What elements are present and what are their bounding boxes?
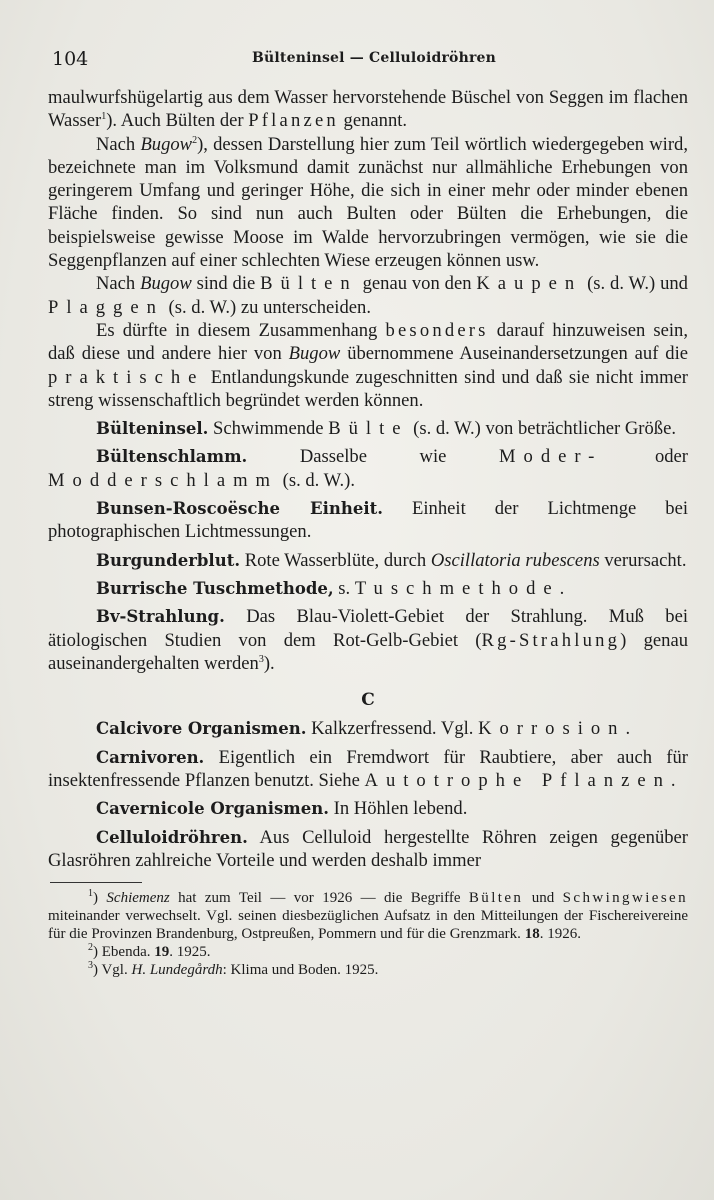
text: ). [263,652,275,674]
text: sind die [191,273,261,295]
footnote-mark: 3 [88,960,93,972]
text: miteinander verwechselt. Vgl. seinen diesbezüglichen Aufsatz in den Mitteilungen der Fischereivereine für die Provinzen Brandenburg, Ostpreußen, Pommern und für die Grenzmark. [48,908,688,943]
text: darauf hinzuweisen sein, daß diese und andere hier von [48,319,688,365]
spaced-term-plaggen: Plaggen [48,296,164,318]
spaced-term-tuschmethode[interactable]: Tuschmethode [354,577,560,599]
entry-celluloidroehren [48,826,688,873]
text: ). Auch Bülten der [106,110,249,132]
spaced-term-bulte: Bülte [328,418,409,440]
text: . 1925. [169,944,211,961]
paragraph-bugow [48,133,688,273]
author-schiemenz: Schiemenz [106,890,170,907]
text: ), dessen Darstellung hier zum Teil wörtlich wiedergegeben wird, bezeichnete man im Volksmund damit zunächst nur allmähliche Erhebungen von geringerem Umfang und geringer Höhe, die sich in einer mehr oder minder ebenen Fläche finden. So sind nun auch Bulten oder Bülten die Erhebungen, die beispielsweise gewisse Moose im Walde hervorzubringen vermögen, wie sie die Seggenpflanzen auf einer schlechten Wiese erzeugen können usw. [48,133,688,272]
entry-bv-strahlung [48,605,688,675]
text: maulwurfshügelartig aus dem Wasser hervorstehende Büschel von Seggen im flachen Wasser [48,87,688,132]
text: übernommene Auseinandersetzungen auf die [340,343,688,365]
text: . [559,577,565,599]
text: : Klima und Boden. 1925. [222,962,379,979]
page-body [48,86,688,979]
spaced-term-besonders: besonders [385,319,489,341]
text: (s. d. W.) und [582,273,688,295]
page-number: 104 [52,48,89,70]
author-bugow: Bugow [140,133,193,155]
entry-bultenschlamm [48,445,688,492]
text: (s. d. W.) von beträchtlicher Größe. [408,418,676,440]
species-name: Oscillatoria rubescens [430,549,600,571]
entry-calcivore [48,717,688,740]
entry-burgunderblut [48,549,688,572]
headword: Bülteninsel. [96,419,209,439]
text: . [670,770,676,792]
spaced-term-bulten: Bülten [260,273,358,295]
entry-bulteninsel [48,417,688,440]
footnote-ref-2[interactable]: 2 [192,134,198,146]
text: Rote Wasserblüte, durch [240,549,431,571]
text: Ebenda. [98,944,155,961]
text: Nach [96,133,141,155]
text: Eigentlich ein Fremdwort für Raubtiere, aber auch für insektenfressende Pflanzen benutzt. Siehe [48,746,688,792]
entry-cavernicole [48,797,688,820]
headword: Bunsen-Roscoësche Einheit. [96,499,384,519]
headword: Burrische Tuschmethode, [96,578,334,598]
text: Es dürfte in diesem Zusammenhang [96,319,386,341]
section-letter: C [361,690,375,711]
paragraph-intro [48,86,688,133]
text: . [625,718,631,740]
headword: Carnivoren. [96,747,205,767]
spaced-term-kaupen: Kaupen [476,273,583,295]
footnote-1: $^1$) Schiemenz hat zum Teil — vor 1926 — die Begriffe Bülten und Schwingwiesen miteinander verwechselt. Vgl. seinen diesbezüglichen Aufsatz in den Mitteilungen der Fischereivereine für die Provinzen Brandenburg, Ostpreußen, Pommern und für die Grenzmark. 18. 1926. [48,888,689,943]
text: Kalkzerfressend. Vgl. [306,718,479,740]
text: Einheit der Lichtmenge bei photographischen Lichtmessungen. [48,498,688,543]
footnote-mark: 2 [88,942,93,954]
text: ) genau auseinandergehalten werden [48,629,688,674]
text: . 1926. [539,926,581,943]
footnote-2: $^2$) Ebenda. 19. 1925. [88,942,211,961]
footnote-ref-3[interactable]: 3 [258,653,264,665]
footnote-3: $^3$) Vgl. H. Lundegårdh: Klima und Boden. 1925. [88,960,379,979]
text: hat zum Teil — vor 1926 — die Begriffe [169,890,469,907]
text: Schwimmende [208,418,329,440]
footnote-mark: 1 [88,888,93,900]
text: Das Blau-Violett-Gebiet der Strahlung. Muß bei ätiologischen Studien von dem Rot-Gelb-Gebiet ( [48,606,688,651]
entry-burrische [48,577,688,600]
author-lundegardh: H. Lundegårdh [131,962,223,979]
entry-bunsen [48,497,688,544]
text: und [523,890,563,907]
headword: Calcivore Organismen. [96,719,307,739]
footnotes [48,889,688,979]
spaced-term-korrosion[interactable]: Korrosion [478,718,626,740]
footnote-divider [50,882,142,883]
headword: Bültenschlamm. [96,447,248,467]
spaced-term-autotrophe-pflanzen[interactable]: Autotrophe Pflanzen [364,770,671,792]
page-header [52,48,692,72]
headword: Burgunderblut. [96,550,241,570]
text: oder [602,446,689,468]
volume-number: 19 [154,944,170,961]
volume-number: 18 [524,926,540,943]
text: genau von den [357,273,477,295]
headword: Celluloidröhren. [96,827,248,847]
text: Vgl. [98,962,132,979]
footnote-ref-1[interactable]: 1 [101,111,107,123]
text: (s. d. W.) zu unterscheiden. [163,296,371,318]
spaced-term-modderschlamm: Modderschlamm [48,469,278,491]
spaced-term-bulten: Bülten [468,890,524,907]
text: Entlandungskunde zugeschnitten sind und daß sie nicht immer streng wissenschaftlich begründet werden können. [48,366,688,411]
spaced-term-praktische: praktische [48,366,205,388]
text: (s. d. W.). [278,469,355,491]
text: verursacht. [599,549,687,571]
headword: Bv-Strahlung. [96,607,225,627]
author-bugow: Bugow [288,343,341,365]
author-bugow: Bugow [140,273,192,295]
text: genannt. [338,110,408,132]
text: Nach [96,273,141,295]
paragraph-note [48,319,688,412]
spaced-term-rg-strahlung: Rg-Strahlung [481,629,621,651]
text: Aus Celluloid hergestellte Röhren zeigen gegenüber Glasröhren zahlreiche Vorteile und werden deshalb immer [48,826,688,871]
text: In Höhlen lebend. [328,798,468,820]
entry-carnivoren [48,746,688,793]
running-title: Bülteninsel — Celluloidröhren [252,50,497,66]
paragraph-distinction [48,272,688,319]
text: Dasselbe wie [247,446,499,468]
spaced-term-pflanzen: Pflanzen [248,110,339,132]
spaced-term-schwingwiesen: Schwingwiesen [562,890,689,907]
text: s. [333,577,355,599]
spaced-term-moder: Moder- [498,446,603,468]
headword: Cavernicole Organismen. [96,799,329,819]
